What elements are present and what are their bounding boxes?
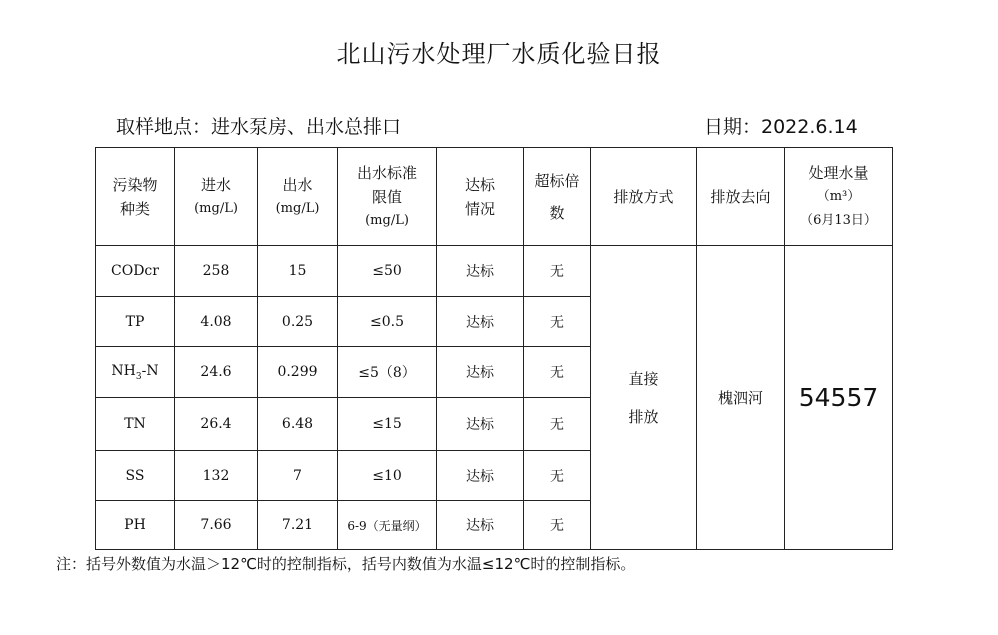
table-row: [96, 246, 893, 297]
standard-value: ≤10: [338, 451, 437, 501]
inflow-value: 132: [175, 451, 258, 501]
pollutant-name: $NH_3-N$: [96, 347, 175, 398]
outflow-value: 0.299: [258, 347, 338, 398]
sampling-location: 取样地点：进水泵房、出水总排口: [116, 116, 402, 138]
treated-volume: 54557: [785, 246, 893, 550]
header-method: 排放方式: [591, 148, 697, 246]
standard-value: 6-9（无量纲）: [338, 501, 437, 550]
inflow-value: 26.4: [175, 398, 258, 451]
report-date: 日期：2022.6.14: [704, 116, 858, 138]
pollutant-name: TN: [96, 398, 175, 451]
discharge-destination: 槐泗河: [697, 246, 785, 550]
pollutant-name: CODcr: [96, 246, 175, 297]
outflow-value: 15: [258, 246, 338, 297]
outflow-value: 7: [258, 451, 338, 501]
standard-value: ≤15: [338, 398, 437, 451]
standard-value: ≤0.5: [338, 297, 437, 347]
header-exceed: 超标倍 数: [524, 148, 591, 246]
exceed-value: 无: [524, 501, 591, 550]
footnote: 注：括号外数值为水温＞12℃时的控制指标，括号内数值为水温≤12℃时的控制指标。: [56, 555, 636, 573]
exceed-value: 无: [524, 398, 591, 451]
outflow-value: 6.48: [258, 398, 338, 451]
exceed-value: 无: [524, 246, 591, 297]
exceed-value: 无: [524, 347, 591, 398]
water-quality-table: [95, 147, 893, 550]
outflow-value: 0.25: [258, 297, 338, 347]
status-value: 达标: [437, 347, 524, 398]
status-value: 达标: [437, 451, 524, 501]
standard-value: ≤50: [338, 246, 437, 297]
status-value: 达标: [437, 297, 524, 347]
pollutant-name: TP: [96, 297, 175, 347]
status-value: 达标: [437, 398, 524, 451]
inflow-value: 4.08: [175, 297, 258, 347]
header-status: 达标 情况: [437, 148, 524, 246]
inflow-value: 258: [175, 246, 258, 297]
inflow-value: 7.66: [175, 501, 258, 550]
outflow-value: 7.21: [258, 501, 338, 550]
table-header-row: [96, 148, 893, 246]
standard-value: ≤5（8）: [338, 347, 437, 398]
header-inflow: 进水 (mg/L): [175, 148, 258, 246]
status-value: 达标: [437, 501, 524, 550]
header-destination: 排放去向: [697, 148, 785, 246]
report-title: 北山污水处理厂水质化验日报: [336, 40, 662, 68]
exceed-value: 无: [524, 297, 591, 347]
inflow-value: 24.6: [175, 347, 258, 398]
header-pollutant: 污染物 种类: [96, 148, 175, 246]
exceed-value: 无: [524, 451, 591, 501]
header-standard: 出水标准 限值 (mg/L): [338, 148, 437, 246]
pollutant-name: SS: [96, 451, 175, 501]
pollutant-name: PH: [96, 501, 175, 550]
discharge-method: 直接 排放: [591, 246, 697, 550]
header-volume: 处理水量 （m³） （6月13日）: [785, 148, 893, 246]
status-value: 达标: [437, 246, 524, 297]
header-outflow: 出水 (mg/L): [258, 148, 338, 246]
